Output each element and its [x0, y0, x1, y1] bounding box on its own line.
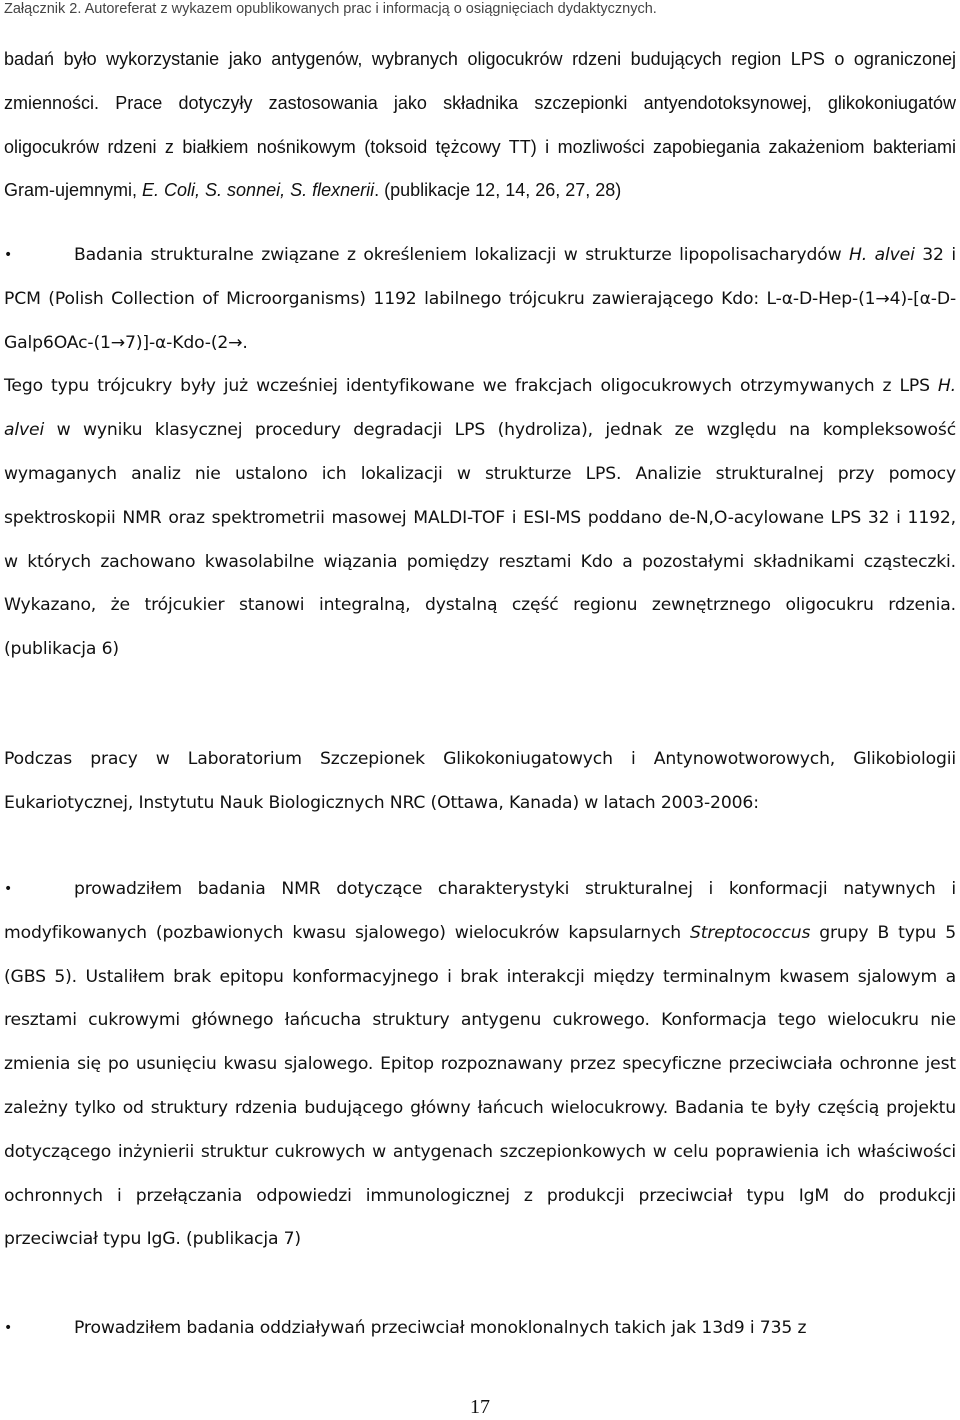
- page-header: Załącznik 2. Autoreferat z wykazem opublikowanych prac i informacją o osiągnięciach dydaktycznych.: [4, 1, 657, 17]
- species-name: H. alvei: [4, 376, 956, 441]
- paragraph-ottawa-work: Podczas pracy w Laboratorium Szczepionek Glikokoniugatowych i Antynowotworowych, Glikobiologii Eukariotycznej, Instytutu Nauk Biologicznych NRC (Ottawa, Kanada) w latach 2003-2006:: [4, 749, 956, 813]
- species-name: Streptococcus: [690, 922, 811, 943]
- paragraph-trisaccharide: [4, 234, 956, 672]
- bullet-icon: •: [4, 881, 13, 897]
- paragraph-text: prowadziłem badania NMR dotyczące charakterystyki strukturalnej i konformacji natywnych i modyfikowanych (pozbawionych kwasu sjalowego) wielocukrów kapsularnych: [4, 879, 956, 943]
- bullet-icon: •: [4, 1320, 13, 1336]
- paragraph-text: Tego typu trójcukry były już wcześniej identyfikowane we frakcjach oligocukrowych otrzymywanych z LPS: [4, 376, 938, 397]
- paragraph-text: . (publikacje 12, 14, 26, 27, 28): [374, 180, 622, 201]
- paragraph-text: Badania strukturalne związane z określeniem lokalizacji w strukturze lipopolisacharydów: [74, 245, 850, 265]
- species-name: H. alvei: [849, 245, 915, 265]
- paragraph-text: badań było wykorzystanie jako antygenów, wybranych oligocukrów rdzeni budujących region LPS o ograniczonej zmienności. Prace dotyczyły zastosowania jako składnika szczepionki antyendotoksynowej, glikokoniugatów oligocukrów rdzeni z białkiem nośnikowym (toksoid tężcowy TT) i mozliwości zapobiegania zakażeniom bakteriami Gram-ujemnymi,: [4, 49, 956, 201]
- species-names: E. Coli, S. sonnei, S. flexnerii: [142, 180, 375, 201]
- paragraph-text: Prowadziłem badania oddziaływań przeciwciał monoklonalnych takich jak 13d9 i 735 z: [74, 1318, 807, 1338]
- paragraph-text: grupy B typu 5 (GBS 5). Ustaliłem brak epitopu konformacyjnego i brak interakcji między terminalnym kwasem sjalowym a resztami cukrowymi głównego łańcucha struktury antygenu cukrowego. Konformacja tego wielocukru nie zmienia się po usunięciu kwasu sjalowego. Epitop rozpoznawany przez specyficzne przeciwciała ochronne jest zależny tylko od struktury rdzenia budującego główny łańcuch wielocukrowy. Badania te były częścią projektu dotyczącego inżynierii struktur cukrowych w antygenach szczepionkowych w celu poprawienia ich właściwości ochronnych i przełączania odpowiedzi immunologicznej z produkcji przeciwciał typu IgM do produkcji przeciwciał typu IgG. (publikacja 7): [4, 922, 957, 1250]
- paragraph-text: w wyniku klasycznej procedury degradacji LPS (hydroliza), jednak ze względu na kompleksowość wymaganych analiz nie ustalono ich lokalizacji w strukturze LPS. Analizie strukturalnej przy pomocy spektroskopii NMR oraz spektrometrii masowej MALDI-TOF i ESI-MS poddano de-N,O-acylowane LPS 32 i 1192, w których zachowano kwasolabilne wiązania pomiędzy resztami Kdo a pozostałymi składnikami cząsteczki. Wykazano, że trójcukier stanowi integralną, dystalną część regionu zewnętrznego oligocukru rdzenia. (publikacja 6): [4, 420, 956, 660]
- paragraph-antibody-interactions: [4, 1307, 956, 1351]
- paragraph-lps-vaccine: [4, 38, 956, 213]
- paragraph-nmr-gbs5: [4, 868, 956, 1262]
- page-number: 17: [470, 1396, 490, 1418]
- paragraph-text: 32 i PCM (Polish Collection of Microorganisms) 1192 labilnego trójcukru zawierającego Kdo: L-α-D-Hep-(1→4)-[α-D-Galp6OAc-(1→7)]-α-Kdo-(2→.: [4, 245, 956, 353]
- bullet-icon: •: [4, 247, 13, 263]
